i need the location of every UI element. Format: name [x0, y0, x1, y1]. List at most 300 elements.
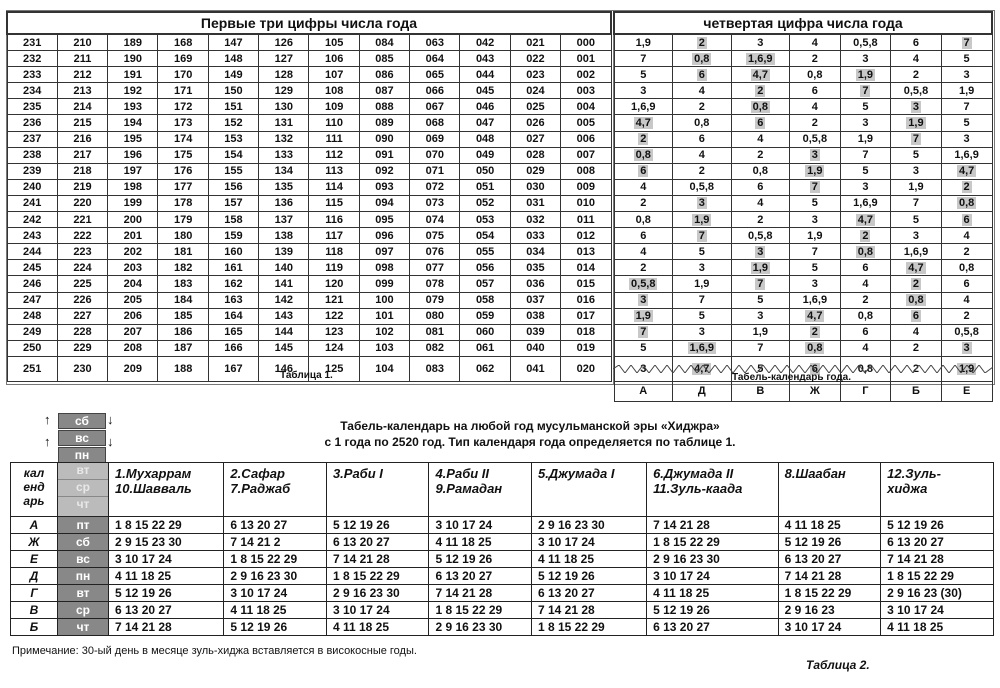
fourth-digit-value: 3: [698, 261, 705, 274]
year-prefix-cell: 219: [57, 179, 107, 195]
year-prefix-cell: 176: [158, 163, 208, 179]
year-prefix-cell: 025: [510, 99, 560, 115]
fourth-digit-cell: [614, 212, 673, 228]
fourth-digit-cell: [941, 292, 992, 308]
year-prefix-cell: 182: [158, 260, 208, 276]
table1-year-row: [7, 228, 611, 244]
fourth-digit-cell: [790, 195, 841, 211]
fourth-digit-value: 0,8: [635, 213, 651, 226]
year-prefix-cell: 159: [208, 228, 258, 244]
fourth-digit-cell: [840, 83, 891, 99]
year-prefix-cell: 059: [460, 308, 510, 324]
year-prefix-cell: 191: [108, 67, 158, 83]
year-prefix-cell: 010: [561, 195, 611, 211]
year-prefix-cell: 018: [561, 324, 611, 340]
year-prefix-cell: 094: [359, 195, 409, 211]
fourth-digit-cell: [614, 340, 673, 356]
year-prefix-cell: 054: [460, 228, 510, 244]
fourth-digit-cell: [673, 115, 732, 131]
year-prefix-cell: 152: [208, 115, 258, 131]
fourth-digit-cell: [891, 83, 942, 99]
fourth-digit-value: 0,5,8: [631, 277, 656, 290]
month-days-cell: 7 14 21 28: [326, 551, 429, 568]
fourth-digit-cell: [941, 34, 992, 51]
year-prefix-cell: 065: [410, 67, 460, 83]
table2-note: Примечание: 30-ый день в месяце зуль-хиджа вставляется в високосные годы.: [12, 645, 417, 657]
year-prefix-cell: 156: [208, 179, 258, 195]
year-prefix-cell: 136: [259, 195, 309, 211]
table1-left-header: Первые три цифры числа года: [7, 12, 611, 34]
fourth-digit-cell: [673, 147, 732, 163]
year-prefix-cell: 048: [460, 131, 510, 147]
month-days-cell: 6 13 20 27: [224, 517, 327, 534]
year-prefix-cell: 140: [259, 260, 309, 276]
up-arrow-icon: ↑: [44, 434, 51, 449]
fourth-digit-value: 4,7: [857, 213, 874, 226]
year-prefix-cell: 086: [359, 67, 409, 83]
year-prefix-cell: 216: [57, 131, 107, 147]
fourth-digit-cell: [790, 115, 841, 131]
fourth-digit-value: 6: [912, 310, 920, 323]
fourth-digit-value: 7: [640, 52, 647, 65]
table1-year-row: [7, 324, 611, 340]
fourth-digit-cell: [790, 51, 841, 67]
year-prefix-cell: 035: [510, 260, 560, 276]
fourth-digit-value: 1,9: [635, 310, 651, 323]
year-prefix-cell: 037: [510, 292, 560, 308]
month-days-cell: 5 12 19 26: [531, 568, 646, 585]
month-days-cell: 3 10 17 24: [109, 551, 224, 568]
year-prefix-cell: 211: [57, 51, 107, 67]
fourth-digit-cell: [790, 147, 841, 163]
fourth-digit-cell: [840, 147, 891, 163]
fourth-digit-value: 5: [862, 165, 869, 178]
fourth-digit-cell: [673, 324, 732, 340]
year-prefix-cell: 060: [460, 324, 510, 340]
fourth-digit-value: 0,8: [694, 52, 710, 65]
month-days-cell: 2 9 16 23 30: [224, 568, 327, 585]
fourth-digit-cell: [673, 67, 732, 83]
year-prefix-cell: 246: [7, 276, 57, 292]
year-prefix-cell: 019: [561, 340, 611, 356]
fourth-digit-value: 1,9: [752, 261, 768, 274]
fourth-digit-cell: [840, 115, 891, 131]
table1-digit-row: [614, 147, 992, 163]
table1-year-row: [7, 99, 611, 115]
weekday-cell: пт: [58, 517, 109, 534]
year-prefix-cell: 170: [158, 67, 208, 83]
table1-digit-row: [614, 67, 992, 83]
fourth-digit-value: 2: [912, 342, 920, 355]
fourth-digit-cell: [941, 228, 992, 244]
month-days-cell: 4 11 18 25: [429, 534, 532, 551]
year-prefix-cell: 150: [208, 83, 258, 99]
year-prefix-cell: 238: [7, 147, 57, 163]
year-prefix-cell: 153: [208, 131, 258, 147]
fourth-digit-value: 2: [640, 261, 647, 274]
year-prefix-cell: 233: [7, 67, 57, 83]
fourth-digit-cell: [891, 67, 942, 83]
fourth-digit-cell: [941, 244, 992, 260]
table1-year-row: [7, 276, 611, 292]
year-prefix-cell: 197: [108, 163, 158, 179]
fourth-digit-value: 4: [757, 197, 764, 210]
fourth-digit-value: 3: [963, 342, 970, 355]
year-prefix-cell: 071: [410, 163, 460, 179]
fourth-digit-cell: [891, 195, 942, 211]
year-prefix-cell: 000: [561, 34, 611, 51]
year-prefix-cell: 145: [259, 340, 309, 356]
fourth-digit-value: 3: [912, 165, 920, 178]
fourth-digit-value: 5: [963, 52, 970, 65]
fourth-digit-value: 6: [963, 213, 970, 226]
year-prefix-cell: 087: [359, 83, 409, 99]
year-prefix-cell: 244: [7, 244, 57, 260]
fourth-digit-cell: [614, 276, 673, 292]
fourth-digit-value: 3: [757, 310, 764, 323]
fourth-digit-value: 4: [640, 245, 647, 258]
year-prefix-cell: 098: [359, 260, 409, 276]
fourth-digit-cell: [941, 67, 992, 83]
fourth-digit-value: 3: [811, 277, 818, 290]
fourth-digit-value: 4,7: [635, 117, 651, 130]
table1-year-row: [7, 308, 611, 324]
fourth-digit-value: 6: [640, 165, 647, 178]
table1-digit-row: [614, 99, 992, 115]
year-prefix-cell: 204: [108, 276, 158, 292]
fourth-digit-cell: [941, 115, 992, 131]
table1-digit-row: [614, 131, 992, 147]
fourth-digit-cell: [673, 34, 732, 51]
year-prefix-cell: 231: [7, 34, 57, 51]
fourth-digit-value: 4: [912, 326, 920, 339]
month-days-cell: 1 8 15 22 29: [778, 585, 881, 602]
fourth-digit-value: 4: [912, 52, 920, 65]
fourth-digit-value: 3: [963, 133, 970, 146]
year-prefix-cell: 084: [359, 34, 409, 51]
year-prefix-cell: 093: [359, 179, 409, 195]
month-days-cell: 3 10 17 24: [647, 568, 779, 585]
year-prefix-cell: 121: [309, 292, 359, 308]
year-prefix-cell: 181: [158, 244, 208, 260]
table1-digit-row: [614, 340, 992, 356]
fourth-digit-value: 0,5,8: [802, 133, 828, 146]
fourth-digit-value: 1,6,9: [954, 149, 979, 162]
fourth-digit-value: 2: [640, 133, 647, 146]
fourth-digit-cell: [790, 34, 841, 51]
fourth-digit-cell: [731, 83, 790, 99]
month-header: 1.Мухаррам 10.Шавваль: [109, 463, 224, 517]
table1-digit-row: [614, 34, 992, 51]
year-prefix-cell: 003: [561, 83, 611, 99]
year-prefix-cell: 126: [259, 34, 309, 51]
month-days-cell: 3 10 17 24: [429, 517, 532, 534]
fourth-digit-value: 0,5,8: [903, 84, 929, 97]
year-prefix-cell: 082: [410, 340, 460, 356]
fourth-digit-cell: [891, 260, 942, 276]
year-prefix-cell: 062: [460, 356, 510, 381]
year-prefix-cell: 229: [57, 340, 107, 356]
year-prefix-cell: 158: [208, 212, 258, 228]
table1-digit-row: [614, 163, 992, 179]
weekday-header-label: вт: [58, 463, 108, 480]
month-header: 6.Джумада II 11.Зуль-каада: [647, 463, 779, 517]
year-prefix-cell: 234: [7, 83, 57, 99]
fourth-digit-cell: [731, 292, 790, 308]
fourth-digit-value: 3: [963, 68, 970, 81]
fourth-digit-cell: [790, 340, 841, 356]
year-prefix-cell: 250: [7, 340, 57, 356]
year-prefix-cell: 091: [359, 147, 409, 163]
fourth-digit-value: 4: [698, 149, 705, 162]
year-prefix-cell: 208: [108, 340, 158, 356]
fourth-digit-value: 4,7: [807, 310, 823, 323]
table1-year-row: [7, 212, 611, 228]
fourth-digit-cell: [731, 212, 790, 228]
year-prefix-cell: 103: [359, 340, 409, 356]
year-prefix-cell: 131: [259, 115, 309, 131]
month-days-cell: 2 9 16 23 (30): [881, 585, 994, 602]
weekday-header-label: чт: [76, 497, 90, 511]
fourth-digit-value: 7: [757, 342, 764, 355]
fourth-digit-cell: [731, 51, 790, 67]
year-prefix-cell: 030: [510, 179, 560, 195]
year-prefix-cell: 207: [108, 324, 158, 340]
fourth-digit-cell: [840, 212, 891, 228]
table1-digit-row: [614, 195, 992, 211]
fourth-digit-cell: [673, 99, 732, 115]
table1-year-row: [7, 83, 611, 99]
fourth-digit-value: 7: [698, 294, 705, 307]
year-prefix-cell: 206: [108, 308, 158, 324]
year-prefix-cell: 184: [158, 292, 208, 308]
fourth-digit-value: 4,7: [694, 362, 710, 375]
year-prefix-cell: 142: [259, 292, 309, 308]
calendar-row: [11, 602, 994, 619]
month-days-cell: 6 13 20 27: [429, 568, 532, 585]
fourth-digit-value: 6: [963, 277, 970, 290]
year-prefix-cell: 113: [309, 163, 359, 179]
fourth-digit-cell: [941, 131, 992, 147]
year-prefix-cell: 049: [460, 147, 510, 163]
year-prefix-cell: 051: [460, 179, 510, 195]
year-prefix-cell: 165: [208, 324, 258, 340]
calendar-type-cell: Б: [11, 619, 58, 636]
table1-fourth-digit: [613, 11, 993, 402]
year-prefix-cell: 143: [259, 308, 309, 324]
fourth-digit-value: 0,8: [857, 245, 874, 258]
fourth-digit-cell: [840, 67, 891, 83]
fourth-digit-value: 2: [912, 362, 920, 375]
fourth-digit-cell: [891, 34, 942, 51]
fourth-digit-value: 6: [698, 68, 705, 81]
table1-digit-row: [614, 212, 992, 228]
fourth-digit-value: 4: [640, 181, 647, 194]
weekday-header-label: ср: [58, 480, 108, 497]
year-prefix-cell: 072: [410, 179, 460, 195]
year-prefix-cell: 129: [259, 83, 309, 99]
fourth-digit-value: 5: [912, 149, 920, 162]
table2-title: [230, 418, 830, 450]
year-prefix-cell: 063: [410, 34, 460, 51]
fourth-digit-value: 1,6,9: [853, 197, 878, 210]
fourth-digit-cell: [891, 99, 942, 115]
month-header: 2.Сафар 7.Раджаб: [224, 463, 327, 517]
fourth-digit-cell: [673, 131, 732, 147]
year-prefix-cell: 201: [108, 228, 158, 244]
month-days-cell: 5 12 19 26: [647, 602, 779, 619]
fourth-digit-value: 7: [862, 84, 869, 97]
year-prefix-cell: 089: [359, 115, 409, 131]
fourth-digit-cell: [673, 163, 732, 179]
table1-digit-row: [614, 276, 992, 292]
month-days-cell: 4 11 18 25: [109, 568, 224, 585]
table1-digit-row: [614, 324, 992, 340]
fourth-digit-value: 6: [811, 362, 818, 375]
fourth-digit-cell: [891, 292, 942, 308]
year-prefix-cell: 249: [7, 324, 57, 340]
year-prefix-cell: 226: [57, 292, 107, 308]
year-prefix-cell: 073: [410, 195, 460, 211]
fourth-digit-cell: [941, 260, 992, 276]
fourth-digit-value: 1,9: [635, 36, 651, 49]
year-prefix-cell: 120: [309, 276, 359, 292]
fourth-digit-value: 5: [640, 68, 647, 81]
fourth-digit-value: 3: [811, 213, 818, 226]
fourth-digit-value: 4: [862, 277, 869, 290]
fourth-digit-cell: [731, 228, 790, 244]
year-prefix-cell: 111: [309, 131, 359, 147]
year-prefix-cell: 027: [510, 131, 560, 147]
year-prefix-cell: 013: [561, 244, 611, 260]
month-days-cell: 1 8 15 22 29: [531, 619, 646, 636]
year-prefix-cell: 164: [208, 308, 258, 324]
year-prefix-cell: 162: [208, 276, 258, 292]
month-header: 4.Раби II 9.Рамадан: [429, 463, 532, 517]
year-prefix-cell: 092: [359, 163, 409, 179]
month-days-cell: 2 9 16 23: [778, 602, 881, 619]
fourth-digit-cell: [891, 228, 942, 244]
month-days-cell: 7 14 21 28: [531, 602, 646, 619]
month-days-cell: 6 13 20 27: [531, 585, 646, 602]
month-days-cell: 7 14 21 28: [647, 517, 779, 534]
year-prefix-cell: 222: [57, 228, 107, 244]
month-days-cell: 5 12 19 26: [429, 551, 532, 568]
year-prefix-cell: 109: [309, 99, 359, 115]
fourth-digit-cell: [790, 163, 841, 179]
fourth-digit-cell: [790, 99, 841, 115]
table1-year-row: [7, 340, 611, 356]
year-prefix-cell: 016: [561, 292, 611, 308]
month-days-cell: 2 9 16 23 30: [531, 517, 646, 534]
month-days-cell: 5 12 19 26: [326, 517, 429, 534]
month-days-cell: 1 8 15 22 29: [224, 551, 327, 568]
fourth-digit-cell: [840, 228, 891, 244]
fourth-digit-value: 2: [640, 197, 647, 210]
fourth-digit-cell: [891, 276, 942, 292]
year-prefix-cell: 139: [259, 244, 309, 260]
year-prefix-cell: 117: [309, 228, 359, 244]
fourth-digit-cell: [731, 99, 790, 115]
month-days-cell: 1 8 15 22 29: [881, 568, 994, 585]
month-days-cell: 3 10 17 24: [224, 585, 327, 602]
fourth-digit-value: 2: [811, 326, 818, 339]
fourth-digit-cell: [790, 212, 841, 228]
fourth-digit-cell: [673, 83, 732, 99]
month-days-cell: 4 11 18 25: [647, 585, 779, 602]
year-prefix-cell: 210: [57, 34, 107, 51]
table1-year-row: [7, 51, 611, 67]
fourth-digit-cell: [790, 244, 841, 260]
year-prefix-cell: 031: [510, 195, 560, 211]
year-prefix-cell: 047: [460, 115, 510, 131]
fourth-digit-value: 2: [811, 117, 818, 130]
fourth-digit-cell: [731, 276, 790, 292]
year-prefix-cell: 248: [7, 308, 57, 324]
table1-right-header: четвертая цифра числа года: [614, 12, 992, 34]
fourth-digit-value: 6: [698, 133, 705, 146]
fourth-digit-value: 2: [698, 100, 705, 113]
fourth-digit-cell: [790, 308, 841, 324]
fourth-digit-value: 1,9: [958, 362, 975, 375]
fourth-digit-value: 1,9: [807, 229, 823, 242]
calendar-type-letter: Ж: [790, 381, 841, 401]
fourth-digit-cell: [941, 163, 992, 179]
fourth-digit-value: 6: [811, 84, 818, 97]
fourth-digit-cell: [673, 276, 732, 292]
year-prefix-cell: 146: [259, 356, 309, 381]
year-prefix-cell: 004: [561, 99, 611, 115]
table1-digit-row: [614, 244, 992, 260]
year-prefix-cell: 039: [510, 324, 560, 340]
fourth-digit-cell: [891, 131, 942, 147]
fourth-digit-value: 3: [912, 100, 920, 113]
month-days-cell: 7 14 21 28: [109, 619, 224, 636]
fourth-digit-value: 0,5,8: [853, 36, 878, 49]
year-prefix-cell: 052: [460, 195, 510, 211]
year-prefix-cell: 245: [7, 260, 57, 276]
fourth-digit-value: 1,9: [908, 181, 924, 194]
fourth-digit-value: 0,8: [807, 342, 823, 355]
fourth-digit-cell: [614, 292, 673, 308]
fourth-digit-cell: [790, 292, 841, 308]
year-prefix-cell: 108: [309, 83, 359, 99]
calendar-row: [11, 568, 994, 585]
fourth-digit-value: 7: [811, 181, 818, 194]
fourth-digit-cell: [614, 147, 673, 163]
fourth-digit-cell: [891, 340, 942, 356]
year-prefix-cell: 213: [57, 83, 107, 99]
year-prefix-cell: 247: [7, 292, 57, 308]
fourth-digit-cell: [731, 34, 790, 51]
year-prefix-cell: 155: [208, 163, 258, 179]
year-prefix-cell: 242: [7, 212, 57, 228]
year-prefix-cell: 185: [158, 308, 208, 324]
fourth-digit-cell: [673, 179, 732, 195]
fourth-digit-value: 0,8: [958, 197, 975, 210]
month-days-cell: 3 10 17 24: [778, 619, 881, 636]
year-prefix-cell: 133: [259, 147, 309, 163]
table1-year-row: [7, 115, 611, 131]
calendar-type-letter: Г: [840, 381, 891, 401]
year-prefix-cell: 161: [208, 260, 258, 276]
fourth-digit-cell: [891, 115, 942, 131]
fourth-digit-cell: [941, 179, 992, 195]
year-prefix-cell: 220: [57, 195, 107, 211]
year-prefix-cell: 083: [410, 356, 460, 381]
fourth-digit-value: 1,6,9: [689, 342, 714, 355]
year-prefix-cell: 195: [108, 131, 158, 147]
